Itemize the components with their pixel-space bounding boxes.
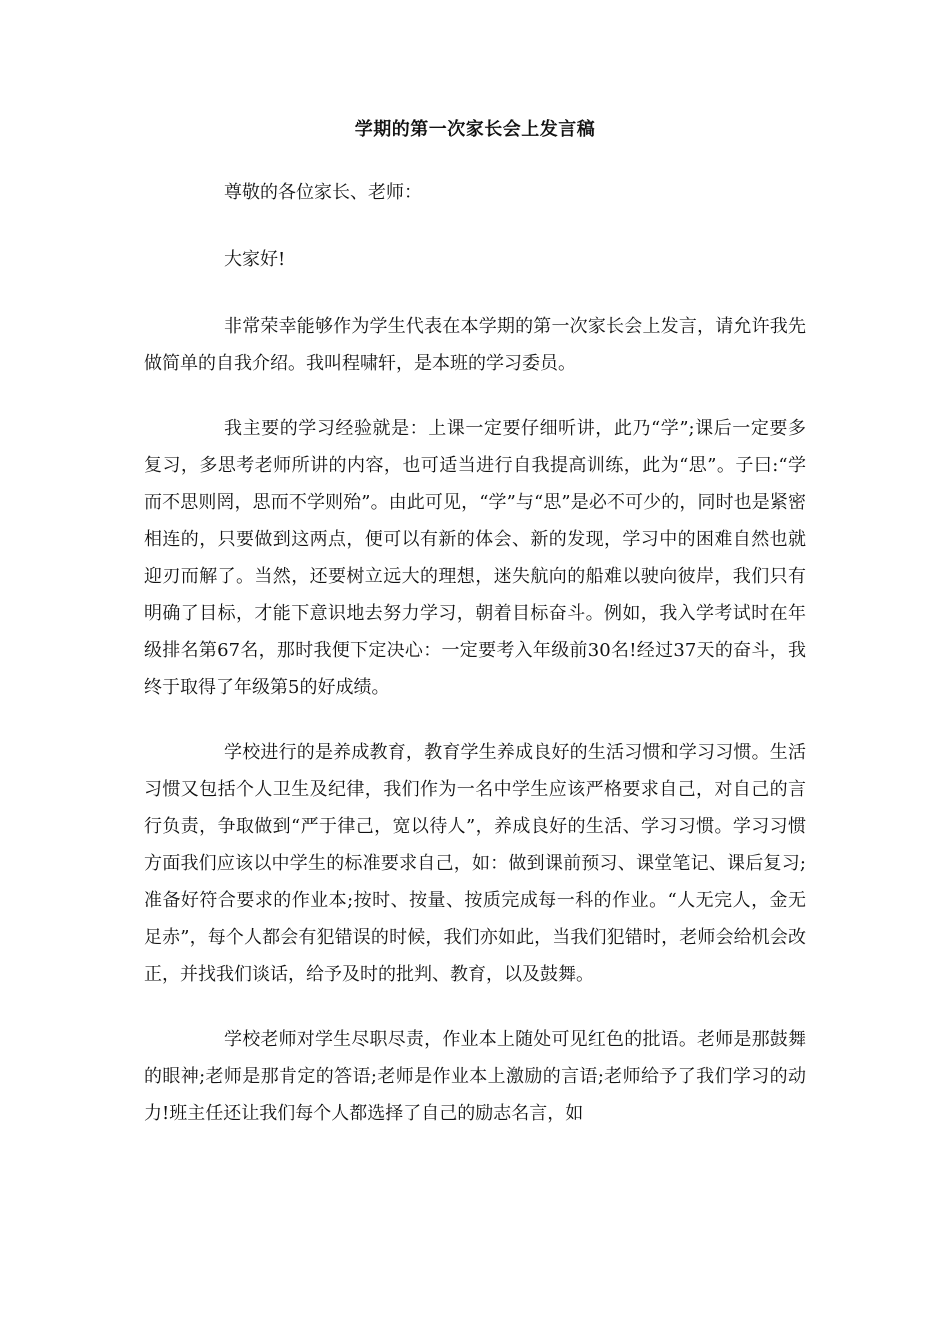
greeting: 大家好!	[224, 249, 286, 270]
document-title: 学期的第一次家长会上发言稿	[354, 119, 596, 140]
paragraph-study-experience: 我主要的学习经验就是：上课一定要仔细听讲，此乃“学”;课后一定要多复习，多思考老师所讲的内容，也可适当进行自我提高训练，此为“思”。子曰:“学而不思则罔，思而不学则殆”。由此可见，“学”与“思”是必不可少的，同时也是紧密相连的，只要做到这两点，便可以有新的体会、新的发现，学习中的困难自然也就迎刃而解了。当然，还要树立远大的理想，迷失航向的船难以驶向彼岸，我们只有明确了目标，才能下意识地去努力学习，朝着目标奋斗。例如，我入学考试时在年级排名第67名，那时我便下定决心：一定要考入年级前30名!经过37天的奋斗，我终于取得了年级第5的好成绩。	[144, 418, 806, 698]
document-body	[144, 174, 806, 1132]
paragraph-habits-education: 学校进行的是养成教育，教育学生养成良好的生活习惯和学习习惯。生活习惯又包括个人卫生及纪律，我们作为一名中学生应该严格要求自己，对自己的言行负责，争取做到“严于律己，宽以待人”，养成良好的生活、学习习惯。学习习惯方面我们应该以中学生的标准要求自己，如：做到课前预习、课堂笔记、课后复习;准备好符合要求的作业本;按时、按量、按质完成每一科的作业。“人无完人，金无足赤”，每个人都会有犯错误的时候，我们亦如此，当我们犯错时，老师会给机会改正，并找我们谈话，给予及时的批判、教育，以及鼓舞。	[144, 742, 806, 985]
salutation: 尊敬的各位家长、老师：	[224, 182, 422, 203]
paragraph-teachers: 学校老师对学生尽职尽责，作业本上随处可见红色的批语。老师是那鼓舞的眼神;老师是那肯定的答语;老师是作业本上激励的言语;老师给予了我们学习的动力!班主任还让我们每个人都选择了自己的励志名言，如	[144, 1029, 806, 1124]
paragraph-introduction: 非常荣幸能够作为学生代表在本学期的第一次家长会上发言，请允许我先做简单的自我介绍。我叫程啸轩，是本班的学习委员。	[144, 316, 806, 374]
